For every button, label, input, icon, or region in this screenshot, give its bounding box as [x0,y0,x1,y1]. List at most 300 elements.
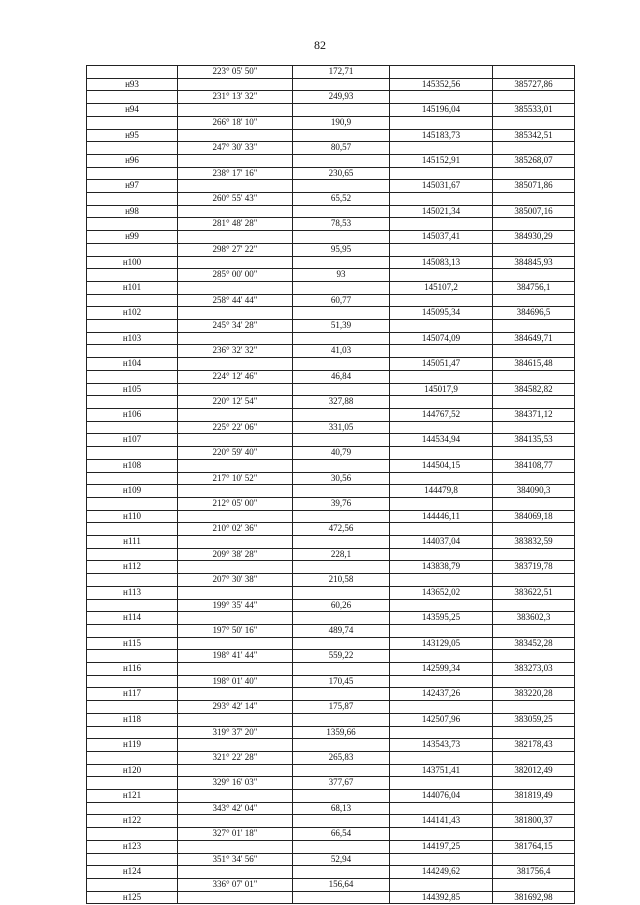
distance-cell [293,840,390,853]
x-cell [390,447,493,460]
point-cell: н105 [87,383,178,396]
y-cell: 383059,25 [493,713,575,726]
point-cell: н101 [87,281,178,294]
x-cell [390,828,493,841]
point-cell [87,447,178,460]
point-cell [87,701,178,714]
y-cell [493,243,575,256]
angle-cell [178,510,293,523]
x-cell: 142599,34 [390,663,493,676]
x-cell [390,320,493,333]
point-cell [87,497,178,510]
point-cell: н124 [87,866,178,879]
distance-cell: 156,64 [293,879,390,892]
x-cell [390,675,493,688]
angle-cell: 198° 41' 44" [178,650,293,663]
point-cell: н120 [87,764,178,777]
table-row [87,866,575,879]
x-cell: 143751,41 [390,764,493,777]
x-cell: 144037,04 [390,536,493,549]
distance-cell [293,256,390,269]
x-cell: 145107,2 [390,281,493,294]
x-cell [390,523,493,536]
angle-cell [178,307,293,320]
x-cell: 145083,13 [390,256,493,269]
distance-cell [293,739,390,752]
point-cell [87,802,178,815]
angle-cell [178,637,293,650]
table-row [87,104,575,117]
point-cell [87,269,178,282]
angle-cell: 293° 42' 14" [178,701,293,714]
point-cell: н116 [87,663,178,676]
table-row [87,205,575,218]
distance-cell: 377,67 [293,777,390,790]
distance-cell [293,78,390,91]
angle-cell [178,104,293,117]
point-cell [87,675,178,688]
angle-cell [178,815,293,828]
point-cell: н104 [87,358,178,371]
point-cell [87,370,178,383]
y-cell [493,142,575,155]
angle-cell: 285° 00' 00" [178,269,293,282]
table-row [87,320,575,333]
table-row [87,78,575,91]
y-cell: 384582,82 [493,383,575,396]
y-cell [493,751,575,764]
x-cell: 143838,79 [390,561,493,574]
table-row [87,193,575,206]
x-cell [390,879,493,892]
point-cell [87,650,178,663]
y-cell [493,167,575,180]
angle-cell: 247° 30' 33" [178,142,293,155]
point-cell [87,472,178,485]
distance-cell: 472,56 [293,523,390,536]
point-cell: н108 [87,459,178,472]
angle-cell: 198° 01' 40" [178,675,293,688]
point-cell: н94 [87,104,178,117]
table-row [87,116,575,129]
distance-cell [293,586,390,599]
table-row [87,891,575,904]
x-cell: 143543,73 [390,739,493,752]
y-cell [493,497,575,510]
distance-cell [293,561,390,574]
table-row [87,345,575,358]
distance-cell [293,154,390,167]
table-row [87,485,575,498]
table-row [87,777,575,790]
angle-cell [178,688,293,701]
distance-cell: 39,76 [293,497,390,510]
point-cell: н113 [87,586,178,599]
table-row [87,764,575,777]
table-row [87,637,575,650]
y-cell: 383622,51 [493,586,575,599]
table-row [87,879,575,892]
point-cell: н97 [87,180,178,193]
point-cell [87,879,178,892]
x-cell [390,548,493,561]
table-row [87,599,575,612]
table-row [87,815,575,828]
y-cell: 383452,28 [493,637,575,650]
y-cell [493,726,575,739]
distance-cell: 172,71 [293,66,390,79]
table-row [87,713,575,726]
table-row [87,612,575,625]
angle-cell [178,154,293,167]
y-cell [493,853,575,866]
angle-cell: 266° 18' 10" [178,116,293,129]
distance-cell: 80,57 [293,142,390,155]
point-cell [87,116,178,129]
distance-cell: 68,13 [293,802,390,815]
point-cell [87,193,178,206]
distance-cell: 65,52 [293,193,390,206]
y-cell: 384615,48 [493,358,575,371]
distance-cell: 249,93 [293,91,390,104]
distance-cell: 489,74 [293,624,390,637]
distance-cell: 175,87 [293,701,390,714]
angle-cell [178,180,293,193]
distance-cell: 327,88 [293,396,390,409]
point-cell [87,243,178,256]
angle-cell: 281° 48' 28" [178,218,293,231]
point-cell [87,396,178,409]
point-cell: н110 [87,510,178,523]
page-number: 82 [314,38,326,52]
angle-cell [178,663,293,676]
distance-cell [293,485,390,498]
distance-cell [293,663,390,676]
y-cell: 384108,77 [493,459,575,472]
distance-cell: 93 [293,269,390,282]
distance-cell: 30,56 [293,472,390,485]
x-cell: 144446,11 [390,510,493,523]
coordinates-table [86,65,575,904]
distance-cell: 210,58 [293,574,390,587]
angle-cell: 220° 59' 40" [178,447,293,460]
point-cell: н100 [87,256,178,269]
distance-cell: 51,39 [293,320,390,333]
point-cell: н117 [87,688,178,701]
y-cell: 383832,59 [493,536,575,549]
x-cell: 145074,09 [390,332,493,345]
y-cell: 383602,3 [493,612,575,625]
angle-cell [178,713,293,726]
x-cell: 144534,94 [390,434,493,447]
table-row [87,307,575,320]
angle-cell: 298° 27' 22" [178,243,293,256]
angle-cell [178,612,293,625]
distance-cell: 190,9 [293,116,390,129]
y-cell: 382012,49 [493,764,575,777]
distance-cell: 46,84 [293,370,390,383]
point-cell: н98 [87,205,178,218]
distance-cell [293,713,390,726]
distance-cell [293,129,390,142]
y-cell: 385007,16 [493,205,575,218]
table-row [87,497,575,510]
x-cell: 142507,96 [390,713,493,726]
y-cell: 384649,71 [493,332,575,345]
table-body [87,66,575,904]
angle-cell [178,281,293,294]
angle-cell: 327° 01' 18" [178,828,293,841]
table-row [87,739,575,752]
x-cell: 144767,52 [390,408,493,421]
y-cell: 384756,1 [493,281,575,294]
point-cell: н106 [87,408,178,421]
distance-cell [293,815,390,828]
angle-cell: 224° 12' 46" [178,370,293,383]
y-cell [493,269,575,282]
angle-cell: 336° 07' 01" [178,879,293,892]
x-cell: 143652,02 [390,586,493,599]
distance-cell [293,612,390,625]
distance-cell: 60,26 [293,599,390,612]
x-cell: 144141,43 [390,815,493,828]
distance-cell: 265,83 [293,751,390,764]
distance-cell [293,408,390,421]
point-cell: н115 [87,637,178,650]
table-row [87,142,575,155]
distance-cell: 1359,66 [293,726,390,739]
y-cell: 382178,43 [493,739,575,752]
table-row [87,840,575,853]
point-cell [87,726,178,739]
y-cell: 381692,98 [493,891,575,904]
y-cell [493,193,575,206]
y-cell: 385727,86 [493,78,575,91]
angle-cell: 210° 02' 36" [178,523,293,536]
table-row [87,180,575,193]
x-cell [390,853,493,866]
y-cell [493,599,575,612]
point-cell: н118 [87,713,178,726]
angle-cell: 220° 12' 54" [178,396,293,409]
y-cell: 384930,29 [493,231,575,244]
y-cell [493,777,575,790]
x-cell [390,66,493,79]
table-row [87,421,575,434]
distance-cell [293,637,390,650]
x-cell: 144479,8 [390,485,493,498]
table-row [87,154,575,167]
angle-cell [178,485,293,498]
x-cell: 144249,62 [390,866,493,879]
angle-cell: 238° 17' 16" [178,167,293,180]
x-cell [390,777,493,790]
table-row [87,129,575,142]
angle-cell: 212° 05' 00" [178,497,293,510]
angle-cell: 329° 16' 03" [178,777,293,790]
x-cell [390,650,493,663]
y-cell [493,472,575,485]
point-cell [87,828,178,841]
point-cell: н125 [87,891,178,904]
y-cell: 383273,03 [493,663,575,676]
y-cell: 385268,07 [493,154,575,167]
x-cell [390,142,493,155]
angle-cell [178,790,293,803]
distance-cell [293,434,390,447]
table-row [87,408,575,421]
table-row [87,802,575,815]
x-cell [390,421,493,434]
angle-cell: 209° 38' 28" [178,548,293,561]
distance-cell: 41,03 [293,345,390,358]
point-cell [87,167,178,180]
point-cell: н122 [87,815,178,828]
angle-cell [178,561,293,574]
table-row [87,269,575,282]
point-cell [87,523,178,536]
y-cell: 385342,51 [493,129,575,142]
point-cell: н119 [87,739,178,752]
y-cell [493,396,575,409]
x-cell [390,243,493,256]
distance-cell: 559,22 [293,650,390,663]
y-cell: 384371,12 [493,408,575,421]
point-cell [87,294,178,307]
table-row [87,396,575,409]
table-row [87,218,575,231]
angle-cell: 258° 44' 44" [178,294,293,307]
point-cell [87,218,178,231]
point-cell: н99 [87,231,178,244]
distance-cell [293,180,390,193]
table-row [87,256,575,269]
distance-cell: 60,77 [293,294,390,307]
x-cell: 144392,85 [390,891,493,904]
y-cell: 381756,4 [493,866,575,879]
distance-cell [293,205,390,218]
point-cell [87,853,178,866]
y-cell [493,624,575,637]
angle-cell: 231° 13' 32" [178,91,293,104]
point-cell [87,421,178,434]
x-cell: 145095,34 [390,307,493,320]
x-cell [390,472,493,485]
angle-cell: 236° 32' 32" [178,345,293,358]
table-row [87,561,575,574]
x-cell: 144197,25 [390,840,493,853]
distance-cell [293,790,390,803]
distance-cell [293,891,390,904]
angle-cell: 199° 35' 44" [178,599,293,612]
y-cell [493,879,575,892]
x-cell [390,218,493,231]
x-cell: 143129,05 [390,637,493,650]
angle-cell [178,586,293,599]
table-row [87,650,575,663]
table-row [87,447,575,460]
table-row [87,332,575,345]
distance-cell [293,459,390,472]
point-cell [87,66,178,79]
distance-cell: 228,1 [293,548,390,561]
table-row [87,790,575,803]
distance-cell: 95,95 [293,243,390,256]
x-cell [390,624,493,637]
y-cell [493,548,575,561]
distance-cell [293,510,390,523]
distance-cell [293,281,390,294]
point-cell: н103 [87,332,178,345]
angle-cell: 319° 37' 20" [178,726,293,739]
x-cell: 142437,26 [390,688,493,701]
table-row [87,231,575,244]
y-cell [493,345,575,358]
point-cell: н111 [87,536,178,549]
x-cell [390,91,493,104]
angle-cell [178,205,293,218]
table-row [87,726,575,739]
angle-cell [178,434,293,447]
y-cell: 385533,01 [493,104,575,117]
y-cell: 384696,5 [493,307,575,320]
x-cell [390,116,493,129]
y-cell [493,294,575,307]
point-cell [87,345,178,358]
distance-cell: 170,45 [293,675,390,688]
table-row [87,675,575,688]
angle-cell [178,764,293,777]
table-row [87,853,575,866]
point-cell: н93 [87,78,178,91]
table-row [87,624,575,637]
point-cell [87,777,178,790]
angle-cell [178,358,293,371]
angle-cell: 351° 34' 56" [178,853,293,866]
y-cell: 381764,15 [493,840,575,853]
angle-cell: 217° 10' 52" [178,472,293,485]
angle-cell [178,891,293,904]
distance-cell [293,307,390,320]
table-row [87,536,575,549]
table-row [87,434,575,447]
distance-cell [293,866,390,879]
table-row [87,828,575,841]
x-cell: 145031,67 [390,180,493,193]
point-cell: н107 [87,434,178,447]
y-cell [493,320,575,333]
point-cell: н121 [87,790,178,803]
angle-cell [178,256,293,269]
distance-cell [293,231,390,244]
distance-cell: 52,94 [293,853,390,866]
x-cell [390,167,493,180]
angle-cell [178,840,293,853]
y-cell: 381819,49 [493,790,575,803]
x-cell: 143595,25 [390,612,493,625]
angle-cell: 260° 55' 43" [178,193,293,206]
angle-cell: 321° 22' 28" [178,751,293,764]
y-cell [493,650,575,663]
x-cell [390,802,493,815]
angle-cell [178,231,293,244]
distance-cell [293,688,390,701]
x-cell [390,751,493,764]
table-row [87,586,575,599]
x-cell: 145051,47 [390,358,493,371]
table-row [87,510,575,523]
y-cell [493,523,575,536]
